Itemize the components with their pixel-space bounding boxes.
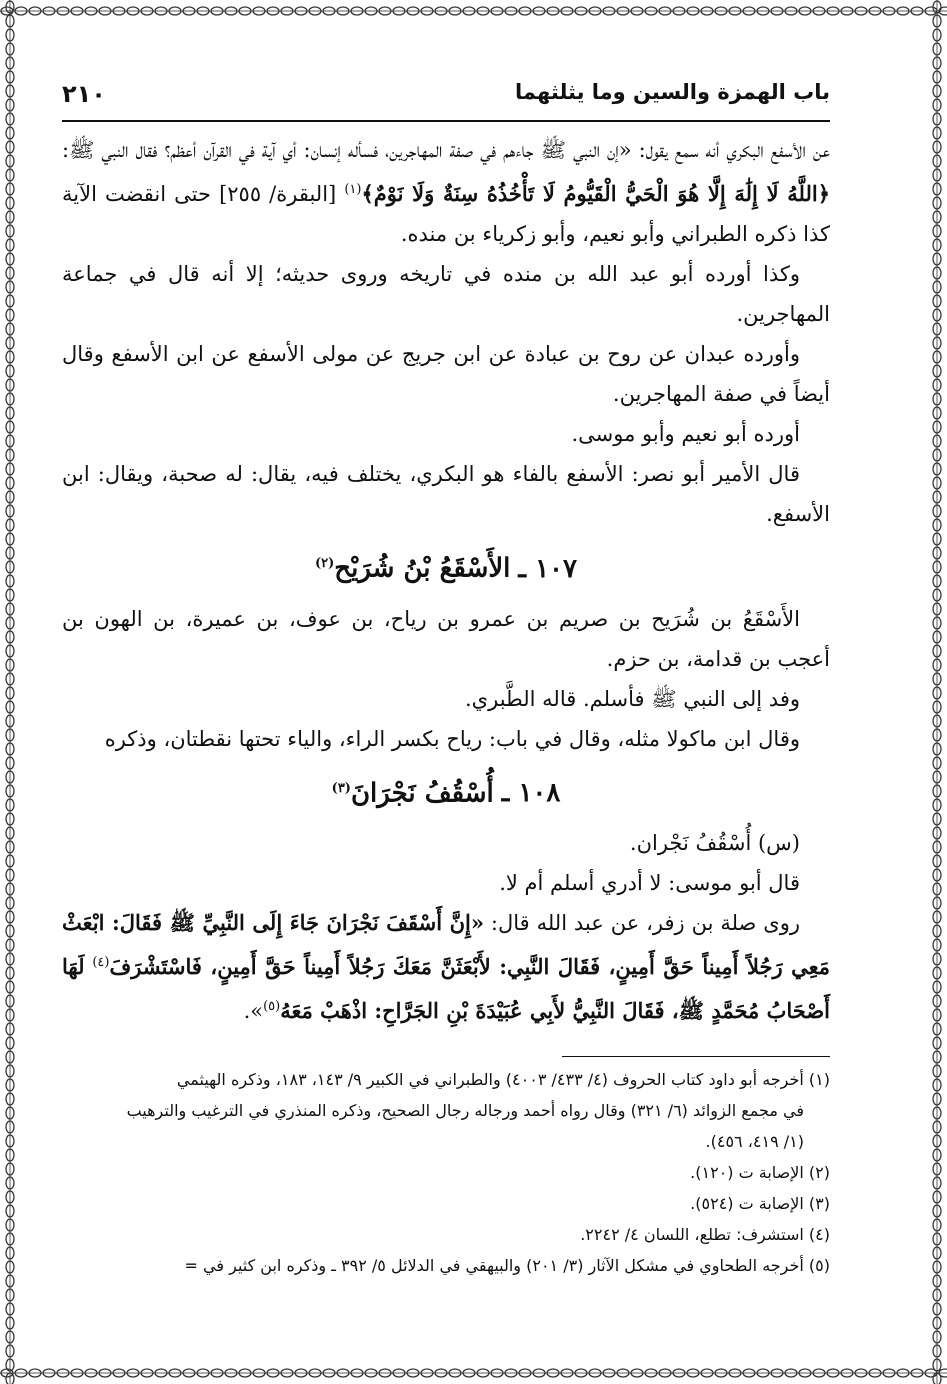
paragraph: أورده أبو نعيم وأبو موسى.	[571, 422, 800, 446]
entry-number: ١٠٧ ـ	[518, 553, 577, 584]
bottom-ornament-border	[0, 1362, 947, 1384]
paragraph: قال الأمير أبو نصر: الأسفع بالفاء هو البكري، يختلف فيه، يقال: له صحبة، ويقال: ابن الأسفع.	[62, 462, 830, 526]
chapter-title: باب الهمزة والسين وما يثلثهما	[515, 80, 830, 104]
footnotes	[62, 1064, 830, 1281]
footnote-ref: (٤)	[92, 955, 110, 971]
paragraph: قال أبو موسى: لا أدري أسلم أم لا.	[499, 871, 800, 896]
paragraph: (س) أُسْقُفُ نَجْران.	[629, 831, 800, 856]
entry-name: الأَسْقَعُ بْنُ شُرَيْح	[334, 553, 511, 584]
paragraph: روى صلة بن زفر، عن عبد الله قال: «إِنَّ أَسْقَفَ نَجْرَانَ جَاءَ إِلَى النَّبِيِّ ﷺ فَقَالَ: ابْعَثْ مَعِي رَجُلاً أَمِيناً حَقَّ أَمِينٍ، فَقَالَ النَّبِي: لأَبْعَثَنَّ مَعَكَ رَجُلاً أَمِيناً حَقَّ أَمِينٍ، فَاسْتَشْرَفَ$^{(٤)}$ لَهَا أَصْحَابُ مُحَمَّدٍ ﷺ، فَقَالَ النَّبِيُّ لأَبِي عُبَيْدَةَ بْنِ الجَرَّاحِ: اذْهَبْ مَعَهُ$^{(٥)}$».	[62, 910, 830, 1024]
page-number: ٢١٠	[62, 80, 106, 108]
book-page	[62, 60, 830, 1350]
paragraph: وكذا أورده أبو عبد الله بن منده في تاريخه وروى حديثه؛ إلا أنه قال في جماعة المهاجرين.	[62, 262, 830, 326]
footnote-ref: (٣)	[331, 780, 351, 796]
footnote-3: (٣) الإصابة ت (٥٢٤).	[690, 1194, 830, 1213]
footnote-1: (١) أخرجه أبو داود كتاب الحروف (٤/ ٤٣٣/ ٤٠٠٣) والطبراني في الكبير ٩/ ١٤٣، ١٨٣، وذكره الهيثمي	[176, 1070, 830, 1089]
entry-name: أُسْقُفُ نَجْرَانَ	[350, 778, 494, 809]
entry-heading-108	[62, 763, 830, 820]
quran-verse: ﴿اللَّهُ لَا إِلَٰهَ إِلَّا هُوَ الْحَيُّ الْقَيُّومُ لَا تَأْخُذُهُ سِنَةٌ وَلَا نَوْمٌ﴾	[361, 181, 830, 206]
paragraph: الأَسْقَعُ بن شُرَيح بن صريم بن عمرو بن رياح، بن عوف، بن عميرة، بن الهون بن أعجب بن قدامة، بن حزم.	[62, 606, 830, 671]
right-ornament-border	[927, 0, 947, 1384]
left-ornament-border	[0, 0, 20, 1384]
footnote-4: (٤) استشرف: تطلع، اللسان ٤/ ٢٢٤٢.	[580, 1225, 830, 1244]
hadith-text: «إِنَّ أَسْقَفَ نَجْرَانَ جَاءَ إِلَى النَّبِيِّ ﷺ فَقَالَ: ابْعَثْ مَعِي رَجُلاً أَمِيناً حَقَّ أَمِينٍ، فَقَالَ النَّبِي: لأَبْعَثَنَّ مَعَكَ رَجُلاً أَمِيناً حَقَّ أَمِينٍ، فَاسْتَشْرَفَ	[62, 910, 830, 980]
top-ornament-border	[0, 0, 947, 22]
entry-number: ١٠٨ ـ	[501, 778, 561, 809]
main-text	[62, 130, 830, 1031]
footnote-ref: (٥)	[263, 999, 281, 1015]
footnote-ref: (١)	[344, 182, 362, 197]
paragraph: عن الأسفع البكري أنه سمع يقول: «إن النبي ﷺ جاءهم في صفة المهاجرين، فسأله إنسان: أي آية في القرآن أعظم؟ فقال النبي ﷺ: ﴿اللَّهُ لَا إِلَٰهَ إِلَّا هُوَ الْحَيُّ الْقَيُّومُ لَا تَأْخُذُهُ سِنَةٌ وَلَا نَوْمٌ﴾$^{(١)}$ [البقرة/ ٢٥٥] حتى انقضت الآية كذا ذكره الطبراني وأبو نعيم، وأبو زكرياء بن منده.	[62, 138, 830, 246]
entry-heading-107	[62, 538, 830, 595]
footnote-1-continued: في مجمع الزوائد (٦/ ٣٢١) وقال رواه أحمد ورجاله رجال الصحيح، وذكره المنذري في الترغيب والترهيب	[126, 1101, 804, 1120]
footnote-1-continued: (١/ ٤١٩، ٤٥٦).	[705, 1132, 804, 1151]
footnote-5: (٥) أخرجه الطحاوي في مشكل الآثار (٣/ ٢٠١) والبيهقي في الدلائل ٥/ ٣٩٢ ـ وذكره ابن كثير في =	[184, 1256, 830, 1275]
footnote-separator	[562, 1056, 830, 1057]
footnote-2: (٢) الإصابة ت (١٢٠).	[690, 1163, 830, 1182]
paragraph: وقال ابن ماكولا مثله، وقال في باب: رياح بكسر الراء، والياء تحتها نقطتان، وذكره	[104, 726, 800, 751]
paragraph: وفد إلى النبي ﷺ فأسلم. قاله الطَّبري.	[465, 686, 800, 711]
paragraph: وأورده عبدان عن روح بن عبادة عن ابن جريج عن مولى الأسفع عن ابن الأسفع وقال أيضاً في صفة المهاجرين.	[62, 342, 830, 406]
hadith-text: لَهَا أَصْحَابُ مُحَمَّدٍ ﷺ، فَقَالَ النَّبِيُّ لأَبِي عُبَيْدَةَ بْنِ الجَرَّاحِ: اذْهَبْ مَعَهُ	[62, 954, 830, 1024]
running-header	[62, 78, 830, 122]
footnote-ref: (٢)	[315, 556, 335, 571]
